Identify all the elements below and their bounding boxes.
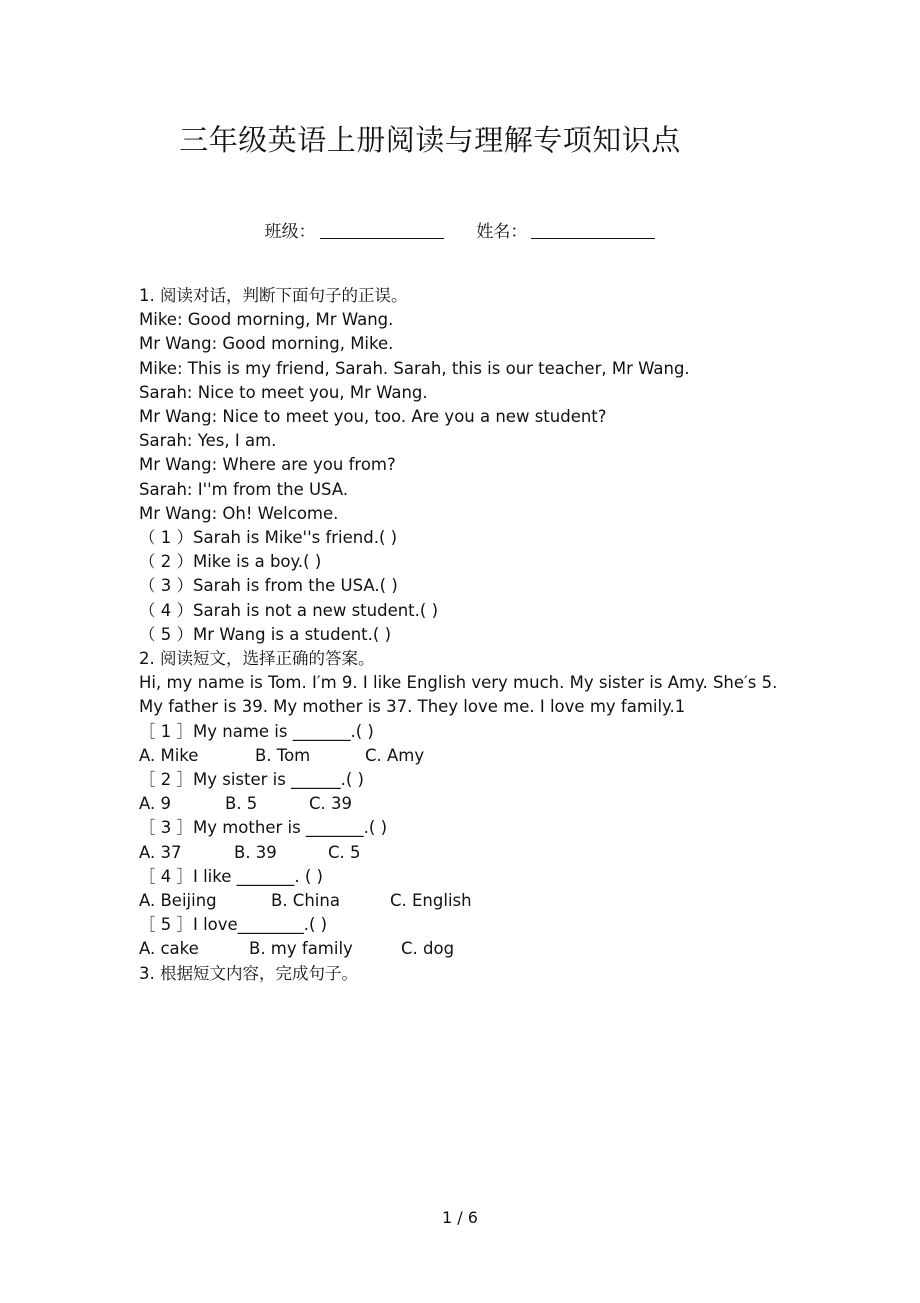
name-label: 姓名： bbox=[476, 222, 528, 242]
option-a: A. 37 bbox=[139, 842, 182, 862]
choice-question-4: ［ 4 ］I like _______. ( ) bbox=[139, 866, 323, 886]
judge-question-3: （ 3 ）Sarah is from the USA.( ) bbox=[139, 576, 398, 596]
dialogue-line: Mr Wang: Where are you from? bbox=[139, 455, 396, 475]
dialogue-line: Sarah: I''m from the USA. bbox=[139, 479, 349, 499]
choice-question-3: ［ 3 ］My mother is _______.( ) bbox=[139, 818, 388, 838]
option-a: A. cake bbox=[139, 939, 199, 959]
section1-heading: 1. 阅读对话，判断下面句子的正误。 bbox=[139, 286, 408, 305]
class-blank bbox=[320, 222, 444, 239]
choice-question-1: ［ 1 ］My name is _______.( ) bbox=[139, 721, 374, 741]
section2-heading: 2. 阅读短文，选择正确的答案。 bbox=[139, 649, 375, 669]
dialogue-line: Sarah: Nice to meet you, Mr Wang. bbox=[139, 382, 428, 402]
student-info-line bbox=[0, 217, 920, 242]
section3-heading: 3. 根据短文内容，完成句子。 bbox=[139, 963, 358, 983]
option-c: C. dog bbox=[401, 939, 455, 959]
option-b: B. Tom bbox=[255, 745, 311, 765]
choice-question-2: ［ 2 ］My sister is ______.( ) bbox=[139, 770, 364, 790]
dialogue-line: Mike: This is my friend, Sarah. Sarah, this is our teacher, Mr Wang. bbox=[139, 358, 690, 378]
judge-question-5: （ 5 ）Mr Wang is a student.( ) bbox=[139, 624, 392, 644]
option-a: A. Beijing bbox=[139, 891, 217, 911]
judge-question-2: （ 2 ）Mike is a boy.( ) bbox=[139, 552, 322, 572]
option-c: C. Amy bbox=[365, 745, 425, 765]
choice-options-4 bbox=[139, 889, 789, 913]
dialogue-line: Mr Wang: Nice to meet you, too. Are you a new student? bbox=[139, 407, 607, 427]
class-label: 班级： bbox=[264, 222, 316, 242]
reading-passage: Hi, my name is Tom. I′m 9. I like English very much. My sister is Amy. She′s 5. My father is 39. My mother is 37. They love me. I love my family.1 bbox=[139, 673, 778, 717]
option-c: C. English bbox=[390, 891, 472, 911]
choice-options-3 bbox=[139, 841, 789, 865]
option-c: C. 39 bbox=[309, 794, 353, 814]
option-a: A. Mike bbox=[139, 745, 199, 765]
choice-options-5 bbox=[139, 937, 789, 961]
dialogue-line: Mr Wang: Oh! Welcome. bbox=[139, 503, 339, 523]
judge-question-1: （ 1 ）Sarah is Mike''s friend.( ) bbox=[139, 528, 398, 548]
option-a: A. 9 bbox=[139, 794, 171, 814]
judge-question-4: （ 4 ）Sarah is not a new student.( ) bbox=[139, 600, 439, 620]
dialogue-line: Mr Wang: Good morning, Mike. bbox=[139, 334, 394, 354]
option-c: C. 5 bbox=[328, 842, 361, 862]
name-blank bbox=[531, 222, 655, 239]
choice-question-5: ［ 5 ］I love________.( ) bbox=[139, 915, 328, 935]
option-b: B. 39 bbox=[234, 842, 277, 862]
dialogue-line: Mike: Good morning, Mr Wang. bbox=[139, 310, 394, 330]
choice-options-1 bbox=[139, 744, 789, 768]
option-b: B. China bbox=[271, 891, 340, 911]
worksheet-content bbox=[139, 284, 789, 986]
page-number: 1 / 6 bbox=[442, 1208, 478, 1227]
option-b: B. my family bbox=[249, 939, 353, 959]
document-title: 三年级英语上册阅读与理解专项知识点 bbox=[179, 123, 681, 157]
choice-options-2 bbox=[139, 792, 789, 816]
dialogue-line: Sarah: Yes, I am. bbox=[139, 431, 277, 451]
option-b: B. 5 bbox=[225, 794, 258, 814]
